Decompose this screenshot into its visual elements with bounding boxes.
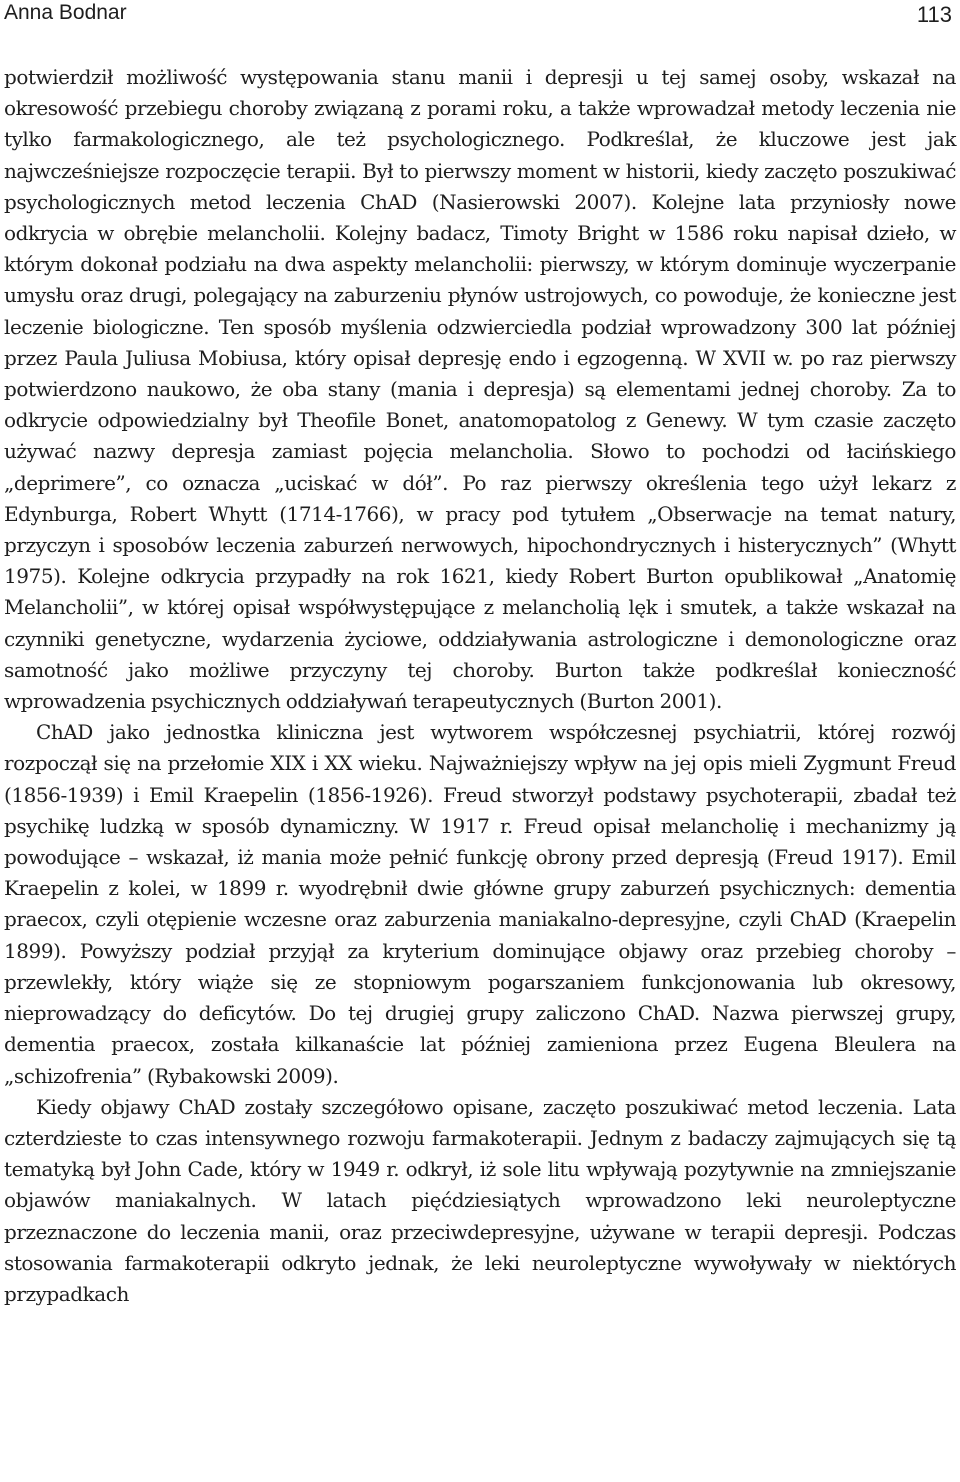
paragraph-3: Kiedy objawy ChAD zostały szczegółowo opisane, zaczęto poszukiwać metod leczenia. Lata czterdzieste to czas intensywnego rozwoju farmakoterapii. Jednym z badaczy zajmujących się tą tematyką był John Cade, który w 1949 r. odkrył, iż sole litu wpływają pozytywnie na zmniejszanie objawów maniakalnych. W latach pięćdziesiątych wprowadzono leki neuroleptyczne przeznaczone do leczenia manii, oraz przeciwdepresyjne, używane w terapii depresji. Podczas stosowania farmakoterapii odkryto jednak, że leki neuroleptyczne wywoływały w niektórych przypadkach	[4, 1094, 956, 1306]
paragraph-2: ChAD jako jednostka kliniczna jest wytworem współczesnej psychiatrii, której rozwój rozpoczął się na przełomie XIX i XX wieku. Najważniejszy wpływ na jej opis mieli Zygmunt Freud (1856-1939) i Emil Kraepelin (1856-1926). Freud stworzył podstawy psychoterapii, zbadał też psychikę ludzką w sposób dynamiczny. W 1917 r. Freud opisał melancholię i mechanizmy ją powodujące – wskazał, iż mania może pełnić funkcję obrony przed depresją (Freud 1917). Emil Kraepelin z kolei, w 1899 r. wyodrębnił dwie główne grupy zaburzeń psychicznych: dementia praecox, czyli otępienie wczesne oraz zaburzenia maniakalno-depresyjne, czyli ChAD (Kraepelin 1899). Powyższy podział przyjął za kryterium dominujące objawy oraz przebieg choroby – przewlekły, który wiąże się ze stopniowym pogarszaniem funkcjonowania lub okresowy, nieprowadzący do deficytów. Do tej drugiej grupy zaliczono ChAD. Nazwa pierwszej grupy, dementia praecox, została kilkanaście lat później zamieniona przez Eugena Bleulera na „schizofrenia” (Rybakowski 2009).	[4, 720, 956, 1088]
page-number: 113	[916, 2, 952, 27]
author-name: Anna Bodnar	[4, 1, 127, 24]
paragraph-1: potwierdził możliwość występowania stanu manii i depresji u tej samej osoby, wskazał na okresowość przebiegu choroby związaną z porami roku, a także wprowadzał metody leczenia nie tylko farmakologicznego, ale też psychologicznego. Podkreślał, że kluczowe jest jak najwcześniejsze rozpoczęcie terapii. Był to pierwszy moment w historii, kiedy zaczęto poszukiwać psychologicznych metod leczenia ChAD (Nasierowski 2007). Kolejne lata przyniosły nowe odkrycia w obrębie melancholii. Kolejny badacz, Timoty Bright w 1586 roku napisał dzieło, w którym dokonał podziału na dwa aspekty melancholii: pierwszy, w którym dominuje wyczerpanie umysłu oraz drugi, polegający na zaburzeniu płynów ustrojowych, co powoduje, że konieczne jest leczenie biologiczne. Ten sposób myślenia odzwierciedla podział wprowadzony 300 lat później przez Paula Juliusa Mobiusa, który opisał depresję endo i egzogenną. W XVII w. po raz pierwszy potwierdzono naukowo, że oba stany (mania i depresja) są elementami jednej choroby. Za to odkrycie odpowiedzialny był Theofile Bonet, anatomopatolog z Genewy. W tym czasie zaczęto używać nazwy depresja zamiast pojęcia melancholia. Słowo to pochodzi od łacińskiego „deprimere”, co oznacza „uciskać w dół”. Po raz pierwszy określenia tego użył lekarz z Edynburga, Robert Whytt (1714-1766), w pracy pod tytułem „Obserwacje na temat natury, przyczyn i sposobów leczenia zaburzeń nerwowych, hipochondrycznych i histerycznych” (Whytt 1975). Kolejne odkrycia przypadły na rok 1621, kiedy Robert Burton opublikował „Anatomię Melancholii”, w której opisał współwystępujące z melancholią lęk i smutek, a także wskazał na czynniki genetyczne, wydarzenia życiowe, oddziaływania astrologiczne i demonologiczne oraz samotność jako możliwe przyczyny tej choroby. Burton także podkreślał konieczność wprowadzenia psychicznych oddziaływań terapeutycznych (Burton 2001).	[4, 65, 956, 714]
body-text	[4, 62, 956, 1310]
running-header	[0, 0, 960, 30]
